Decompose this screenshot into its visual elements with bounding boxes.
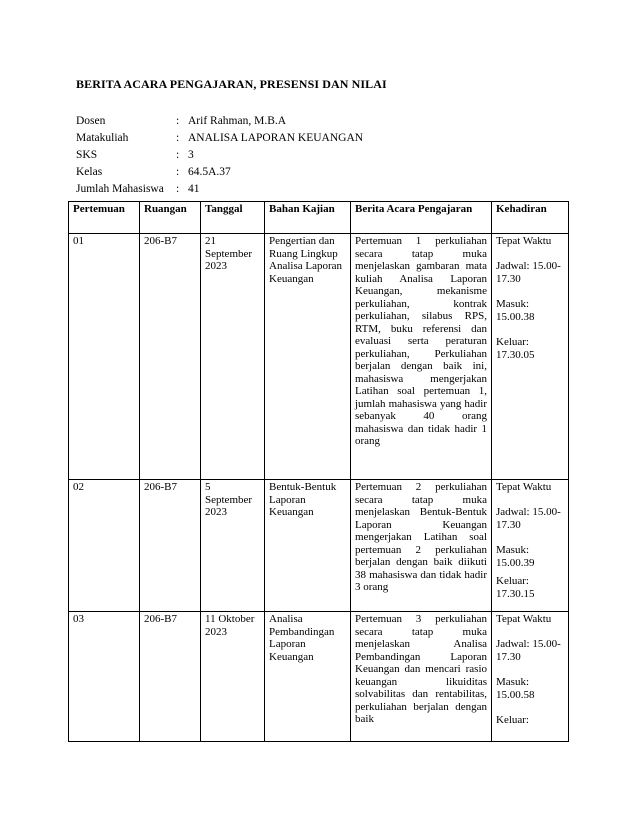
info-label: Dosen (76, 115, 106, 127)
cell-date: 11 Oktober 2023 (201, 612, 265, 742)
info-row-credits (76, 147, 363, 164)
header-date: Tanggal (201, 202, 265, 234)
attendance-schedule: Jadwal: 15.00-17.30 (496, 506, 561, 531)
info-label: Matakuliah (76, 132, 129, 144)
attendance-checkin: Masuk: 15.00.38 (496, 298, 535, 323)
cell-date: 21 September 2023 (201, 234, 265, 480)
info-row-students (76, 181, 363, 198)
attendance-status: Tepat Waktu (496, 481, 552, 493)
attendance-status: Tepat Waktu (496, 235, 552, 247)
cell-attendance (492, 234, 569, 480)
table-row (69, 612, 569, 742)
cell-material: Analisa Pembandingan Laporan Keuangan (265, 612, 351, 742)
attendance-schedule: Jadwal: 15.00-17.30 (496, 638, 561, 663)
info-colon: : (176, 132, 180, 144)
header-room: Ruangan (140, 202, 201, 234)
attendance-checkout: Keluar: (496, 714, 529, 726)
cell-attendance (492, 612, 569, 742)
cell-room: 206-B7 (140, 612, 201, 742)
attendance-checkout: Keluar: 17.30.15 (496, 575, 535, 600)
attendance-checkin: Masuk: 15.00.39 (496, 544, 535, 569)
attendance-checkin: Masuk: 15.00.58 (496, 676, 535, 701)
page-title: BERITA ACARA PENGAJARAN, PRESENSI DAN NILAI (76, 77, 387, 91)
header-meeting: Pertemuan (69, 202, 140, 234)
cell-report: Pertemuan 2 perkuliahan secara tatap muka menjelaskan Bentuk-Bentuk Laporan Keuangan mengerjakan Latihan soal pertemuan 2 perkuliahan berjalan dengan baik diikuti 38 mahasiswa dan tidak hadir 3 orang (351, 480, 492, 612)
cell-meeting: 03 (69, 612, 140, 742)
teaching-log-table (68, 201, 569, 742)
cell-date: 5 September 2023 (201, 480, 265, 612)
info-value: 3 (188, 149, 194, 161)
header-material: Bahan Kajian (265, 202, 351, 234)
info-colon: : (176, 183, 180, 195)
info-value: Arif Rahman, M.B.A (188, 115, 287, 127)
cell-meeting: 02 (69, 480, 140, 612)
course-info (76, 113, 363, 198)
header-attendance: Kehadiran (492, 202, 569, 234)
cell-report: Pertemuan 1 perkuliahan secara tatap muka menjelaskan gambaran mata kuliah Analisa Laporan Keuangan, mekanisme perkuliahan, kontrak perkuliahan, silabus RPS, RTM, buku referensi dan evaluasi serta peraturan perkuliahan, Perkuliahan berjalan dengan baik ini, mahasiswa mengerjakan Latihan soal pertemuan 1, jumlah mahasiswa yang hadir sebanyak 40 orang mahasiswa dan tidak hadir 1 orang (351, 234, 492, 480)
info-row-course (76, 130, 363, 147)
cell-material: Pengertian dan Ruang Lingkup Analisa Laporan Keuangan (265, 234, 351, 480)
info-colon: : (176, 115, 180, 127)
table-header-row (69, 202, 569, 234)
info-colon: : (176, 166, 180, 178)
cell-meeting: 01 (69, 234, 140, 480)
attendance-checkout: Keluar: 17.30.05 (496, 336, 535, 361)
info-label: SKS (76, 149, 98, 161)
info-row-lecturer (76, 113, 363, 130)
info-row-class (76, 164, 363, 181)
attendance-schedule: Jadwal: 15.00-17.30 (496, 260, 561, 285)
table-row (69, 480, 569, 612)
info-label: Kelas (76, 166, 103, 178)
info-value: ANALISA LAPORAN KEUANGAN (188, 132, 364, 144)
header-report: Berita Acara Pengajaran (351, 202, 492, 234)
info-label: Jumlah Mahasiswa (76, 183, 164, 195)
info-value: 41 (188, 183, 200, 195)
attendance-status: Tepat Waktu (496, 613, 552, 625)
cell-room: 206-B7 (140, 480, 201, 612)
table-row (69, 234, 569, 480)
cell-material: Bentuk-Bentuk Laporan Keuangan (265, 480, 351, 612)
info-value: 64.5A.37 (188, 166, 231, 178)
cell-room: 206-B7 (140, 234, 201, 480)
cell-report: Pertemuan 3 perkuliahan secara tatap muka menjelaskan Analisa Pembandingan Laporan Keuangan dan mencari rasio keuangan likuiditas solvabilitas dan rentabilitas, perkuliahan berjalan dengan baik (351, 612, 492, 742)
cell-attendance (492, 480, 569, 612)
info-colon: : (176, 149, 180, 161)
